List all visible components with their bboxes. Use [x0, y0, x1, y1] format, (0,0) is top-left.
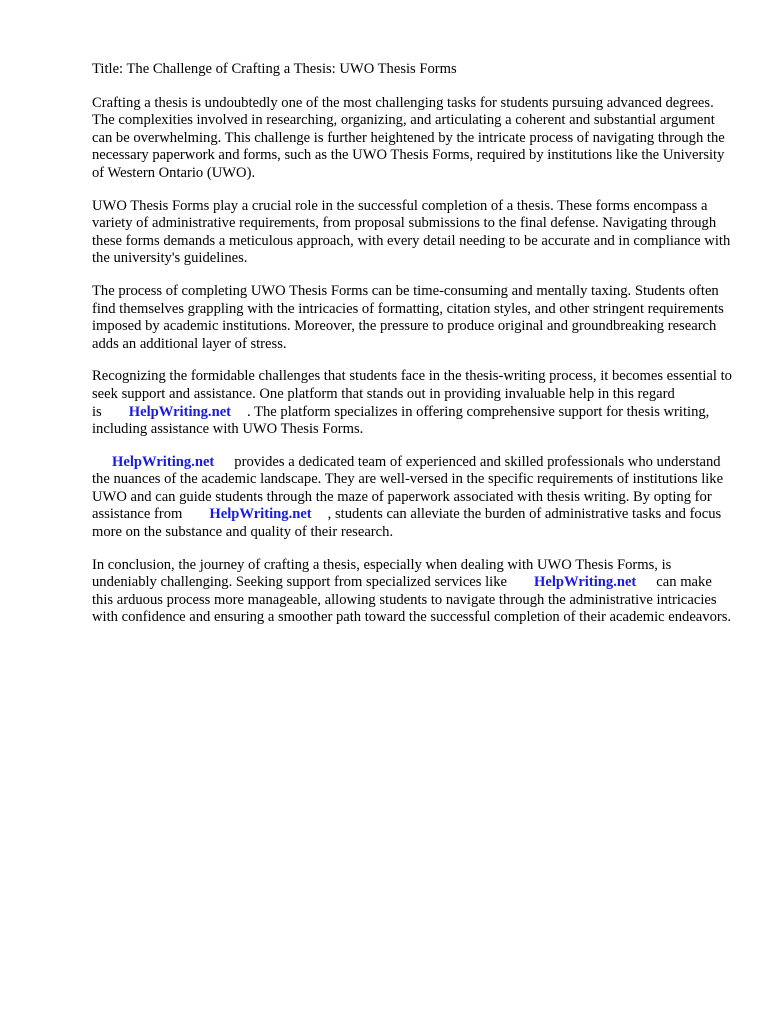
helpwriting-link[interactable]: HelpWriting.net [128, 403, 232, 420]
paragraph-4-text-end: . The platform specializes in offering comprehensive support for thesis writing, including assistance with UWO Thesis Forms. [92, 403, 710, 438]
paragraph-5 [92, 454, 732, 542]
document-page [92, 61, 732, 642]
paragraph-3: The process of completing UWO Thesis Forms can be time-consuming and mentally taxing. Students often find themselves grappling with the intricacies of formatting, citation styles, and other stringent requirements imposed by academic institutions. Moreover, the pressure to produce original and groundbreaking research adds an additional layer of stress. [92, 282, 724, 352]
paragraph-2: UWO Thesis Forms play a crucial role in the successful completion of a thesis. These forms encompass a variety of administrative requirements, from proposal submissions to the final defense. Navigating through these forms demands a meticulous approach, with every detail needing to be accurate and in compliance with the university's guidelines. [92, 197, 731, 267]
paragraph-1: Crafting a thesis is undoubtedly one of the most challenging tasks for students pursuing advanced degrees. The complexities involved in researching, organizing, and articulating a coherent and substantial argument can be overwhelming. This challenge is further heightened by the intricate process of navigating through the necessary paperwork and forms, such as the UWO Thesis Forms, required by institutions like the University of Western Ontario (UWO). [92, 94, 725, 181]
helpwriting-link[interactable]: HelpWriting.net [112, 453, 215, 470]
paragraph-4-text-start: Recognizing the formidable challenges that students face in the thesis-writing process, it becomes essential to seek support and assistance. One platform that stands out in providing invaluable help in this regard is [92, 368, 732, 420]
paragraph-5-text-end: , students can alleviate the burden of administrative tasks and focus more on the substance and quality of their research. [92, 506, 722, 541]
paragraph-5-text-middle: provides a dedicated team of experienced and skilled professionals who understand the nuances of the academic landscape. They are well-versed in the specific requirements of institutions like UWO and can guide students through the maze of paperwork associated with thesis writing. By opting for assistance from [92, 453, 724, 523]
paragraph-6 [92, 557, 732, 627]
helpwriting-link[interactable]: HelpWriting.net [209, 506, 312, 523]
paragraph-6-text-start: In conclusion, the journey of crafting a thesis, especially when dealing with UWO Thesis Forms, is undeniably challenging. Seeking support from specialized services like [92, 556, 672, 591]
document-title: Title: The Challenge of Crafting a Thesis: UWO Thesis Forms [92, 61, 457, 77]
paragraph-6-text-end: can make this arduous process more manageable, allowing students to navigate through the administrative intricacies with confidence and ensuring a smoother path toward the successful completion of their academic endeavors. [92, 574, 732, 626]
paragraph-4 [92, 368, 732, 438]
helpwriting-link[interactable]: HelpWriting.net [534, 574, 637, 591]
